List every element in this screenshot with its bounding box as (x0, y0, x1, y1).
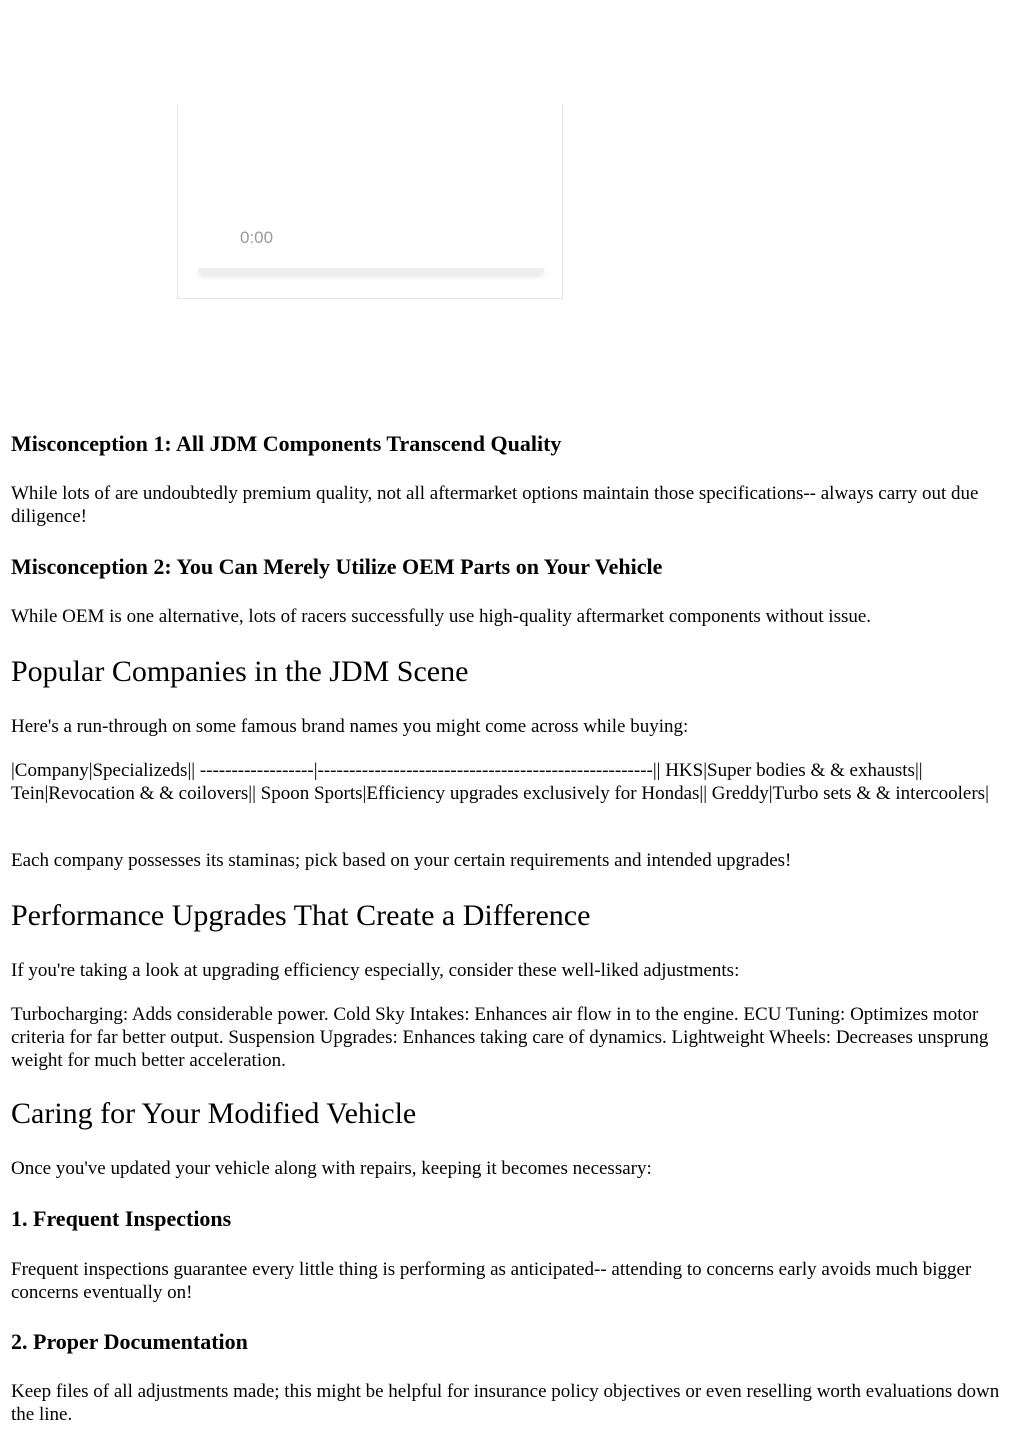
audio-player[interactable] (177, 104, 563, 299)
companies-heading: Popular Companies in the JDM Scene (11, 655, 469, 688)
caring-heading: Caring for Your Modified Vehicle (11, 1097, 417, 1130)
audio-time-display: 0:00 (240, 228, 274, 247)
companies-outro: Each company possesses its staminas; pick based on your certain requirements and intended upgrades! (11, 850, 792, 871)
performance-heading: Performance Upgrades That Create a Difference (11, 899, 591, 932)
companies-table-text: |Company|Specializeds|| ------------------|-----------------------------------------------------|| HKS|Super bodies & & exhausts|| Tein|Revocation & & coilovers|| Spoon Sports|Efficiency upgrades exclusively for Hondas|| Greddy|Turbo sets & & intercoolers| (11, 760, 989, 804)
misconception-2-text: While OEM is one alternative, lots of racers successfully use high-quality aftermarket components without issue. (11, 606, 872, 627)
documentation-text: Keep files of all adjustments made; this might be helpful for insurance policy objectives or even reselling worth evaluations down the line. (11, 1381, 1000, 1425)
misconception-2-heading: Misconception 2: You Can Merely Utilize OEM Parts on Your Vehicle (11, 554, 663, 579)
documentation-heading: 2. Proper Documentation (11, 1329, 248, 1354)
misconception-1-text: While lots of are undoubtedly premium quality, not all aftermarket options maintain those specifications-- always carry out due diligence! (11, 483, 979, 527)
companies-intro: Here's a run-through on some famous brand names you might come across while buying: (11, 716, 689, 737)
performance-list: Turbocharging: Adds considerable power. Cold Sky Intakes: Enhances air flow in to the engine. ECU Tuning: Optimizes motor criteria for far better output. Suspension Upgrades: Enhances taking care of dynamics. Lightweight Wheels: Decreases unsprung weight for much better acceleration. (11, 1004, 989, 1071)
misconception-1-heading: Misconception 1: All JDM Components Transcend Quality (11, 431, 562, 456)
inspections-heading: 1. Frequent Inspections (11, 1206, 232, 1231)
audio-progress-bar[interactable] (198, 268, 544, 273)
performance-intro: If you're taking a look at upgrading efficiency especially, consider these well-liked adjustments: (11, 960, 740, 981)
inspections-text: Frequent inspections guarantee every little thing is performing as anticipated-- attending to concerns early avoids much bigger concerns eventually on! (11, 1259, 972, 1303)
caring-intro: Once you've updated your vehicle along with repairs, keeping it becomes necessary: (11, 1158, 652, 1179)
